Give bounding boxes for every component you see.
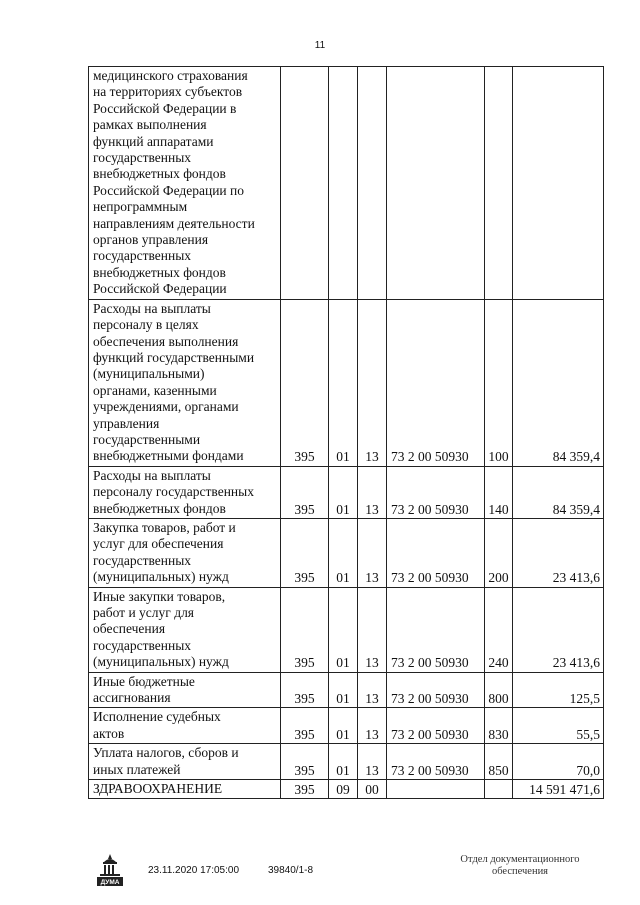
stamp-line-1: Отдел документационного — [460, 854, 580, 865]
subsection-code-cell: 13 — [358, 744, 387, 780]
stamp-line-2: обеспечения — [491, 866, 549, 877]
target-article-cell: 73 2 00 50930 — [387, 708, 485, 744]
duma-logo-icon — [95, 852, 125, 892]
row-name-cell: медицинского страхования на территориях субъектов Российской Федерации в рамках выполнения функций аппаратами государственных внебюджетных фондов Российской Федерации по непрограммным направлениям деятельности органов управления государственных внебюджетных фондов Российской Федерации — [89, 67, 281, 300]
expense-type-cell: 140 — [485, 466, 513, 518]
section-code-cell: 01 — [329, 299, 358, 466]
expense-type-cell — [485, 67, 513, 300]
expense-type-cell: 240 — [485, 587, 513, 672]
subsection-code-cell — [358, 67, 387, 300]
ved-code-cell: 395 — [281, 587, 329, 672]
table-row — [89, 780, 604, 799]
row-name-cell: Уплата налогов, сборов и иных платежей — [89, 744, 281, 780]
page-number: 11 — [314, 40, 326, 51]
table-row — [89, 672, 604, 708]
section-code-cell — [329, 67, 358, 300]
section-code-cell: 01 — [329, 708, 358, 744]
footer-document-number: 39840/1-8 — [268, 865, 314, 876]
table-row — [89, 466, 604, 518]
target-article-cell: 73 2 00 50930 — [387, 299, 485, 466]
svg-text:ДУМА: ДУМА — [100, 879, 120, 886]
row-name-cell: Иные закупки товаров, работ и услуг для обеспечения государственных (муниципальных) нужд — [89, 587, 281, 672]
subsection-code-cell: 13 — [358, 518, 387, 587]
expense-type-cell: 830 — [485, 708, 513, 744]
expense-type-cell: 100 — [485, 299, 513, 466]
ved-code-cell: 395 — [281, 299, 329, 466]
row-name-cell: Исполнение судебных актов — [89, 708, 281, 744]
ved-code-cell: 395 — [281, 672, 329, 708]
table-row — [89, 299, 604, 466]
subsection-code-cell: 00 — [358, 780, 387, 799]
row-name-cell: Иные бюджетные ассигнования — [89, 672, 281, 708]
row-name-cell: ЗДРАВООХРАНЕНИЕ — [89, 780, 281, 799]
target-article-cell: 73 2 00 50930 — [387, 672, 485, 708]
section-code-cell: 01 — [329, 587, 358, 672]
section-code-cell: 01 — [329, 744, 358, 780]
ved-code-cell: 395 — [281, 744, 329, 780]
expense-type-cell: 200 — [485, 518, 513, 587]
table-row — [89, 587, 604, 672]
subsection-code-cell: 13 — [358, 708, 387, 744]
row-name-cell: Закупка товаров, работ и услуг для обеспечения государственных (муниципальных) нужд — [89, 518, 281, 587]
table-row — [89, 518, 604, 587]
table-row — [89, 67, 604, 300]
amount-cell: 14 591 471,6 — [513, 780, 604, 799]
subsection-code-cell: 13 — [358, 299, 387, 466]
amount-cell — [513, 67, 604, 300]
ved-code-cell — [281, 67, 329, 300]
page-footer — [0, 850, 640, 900]
row-name-cell: Расходы на выплаты персоналу в целях обеспечения выполнения функций государственными (муниципальными) органами, казенными учреждениями, органами управления государственными внебюджетными фондами — [89, 299, 281, 466]
ved-code-cell: 395 — [281, 518, 329, 587]
budget-table — [88, 66, 604, 799]
amount-cell: 70,0 — [513, 744, 604, 780]
expense-type-cell: 800 — [485, 672, 513, 708]
ved-code-cell: 395 — [281, 780, 329, 799]
amount-cell: 84 359,4 — [513, 466, 604, 518]
table-body — [89, 67, 604, 799]
subsection-code-cell: 13 — [358, 466, 387, 518]
target-article-cell: 73 2 00 50930 — [387, 744, 485, 780]
subsection-code-cell: 13 — [358, 672, 387, 708]
amount-cell: 84 359,4 — [513, 299, 604, 466]
target-article-cell: 73 2 00 50930 — [387, 587, 485, 672]
table-row — [89, 744, 604, 780]
subsection-code-cell: 13 — [358, 587, 387, 672]
section-code-cell: 09 — [329, 780, 358, 799]
amount-cell: 23 413,6 — [513, 587, 604, 672]
section-code-cell: 01 — [329, 672, 358, 708]
department-stamp — [445, 854, 595, 878]
target-article-cell: 73 2 00 50930 — [387, 466, 485, 518]
target-article-cell: 73 2 00 50930 — [387, 518, 485, 587]
amount-cell: 23 413,6 — [513, 518, 604, 587]
amount-cell: 55,5 — [513, 708, 604, 744]
target-article-cell — [387, 67, 485, 300]
ved-code-cell: 395 — [281, 466, 329, 518]
footer-date: 23.11.2020 17:05:00 — [148, 865, 240, 876]
expense-type-cell: 850 — [485, 744, 513, 780]
target-article-cell — [387, 780, 485, 799]
row-name-cell: Расходы на выплаты персоналу государственных внебюджетных фондов — [89, 466, 281, 518]
ved-code-cell: 395 — [281, 708, 329, 744]
table-row — [89, 708, 604, 744]
section-code-cell: 01 — [329, 466, 358, 518]
expense-type-cell — [485, 780, 513, 799]
amount-cell: 125,5 — [513, 672, 604, 708]
section-code-cell: 01 — [329, 518, 358, 587]
